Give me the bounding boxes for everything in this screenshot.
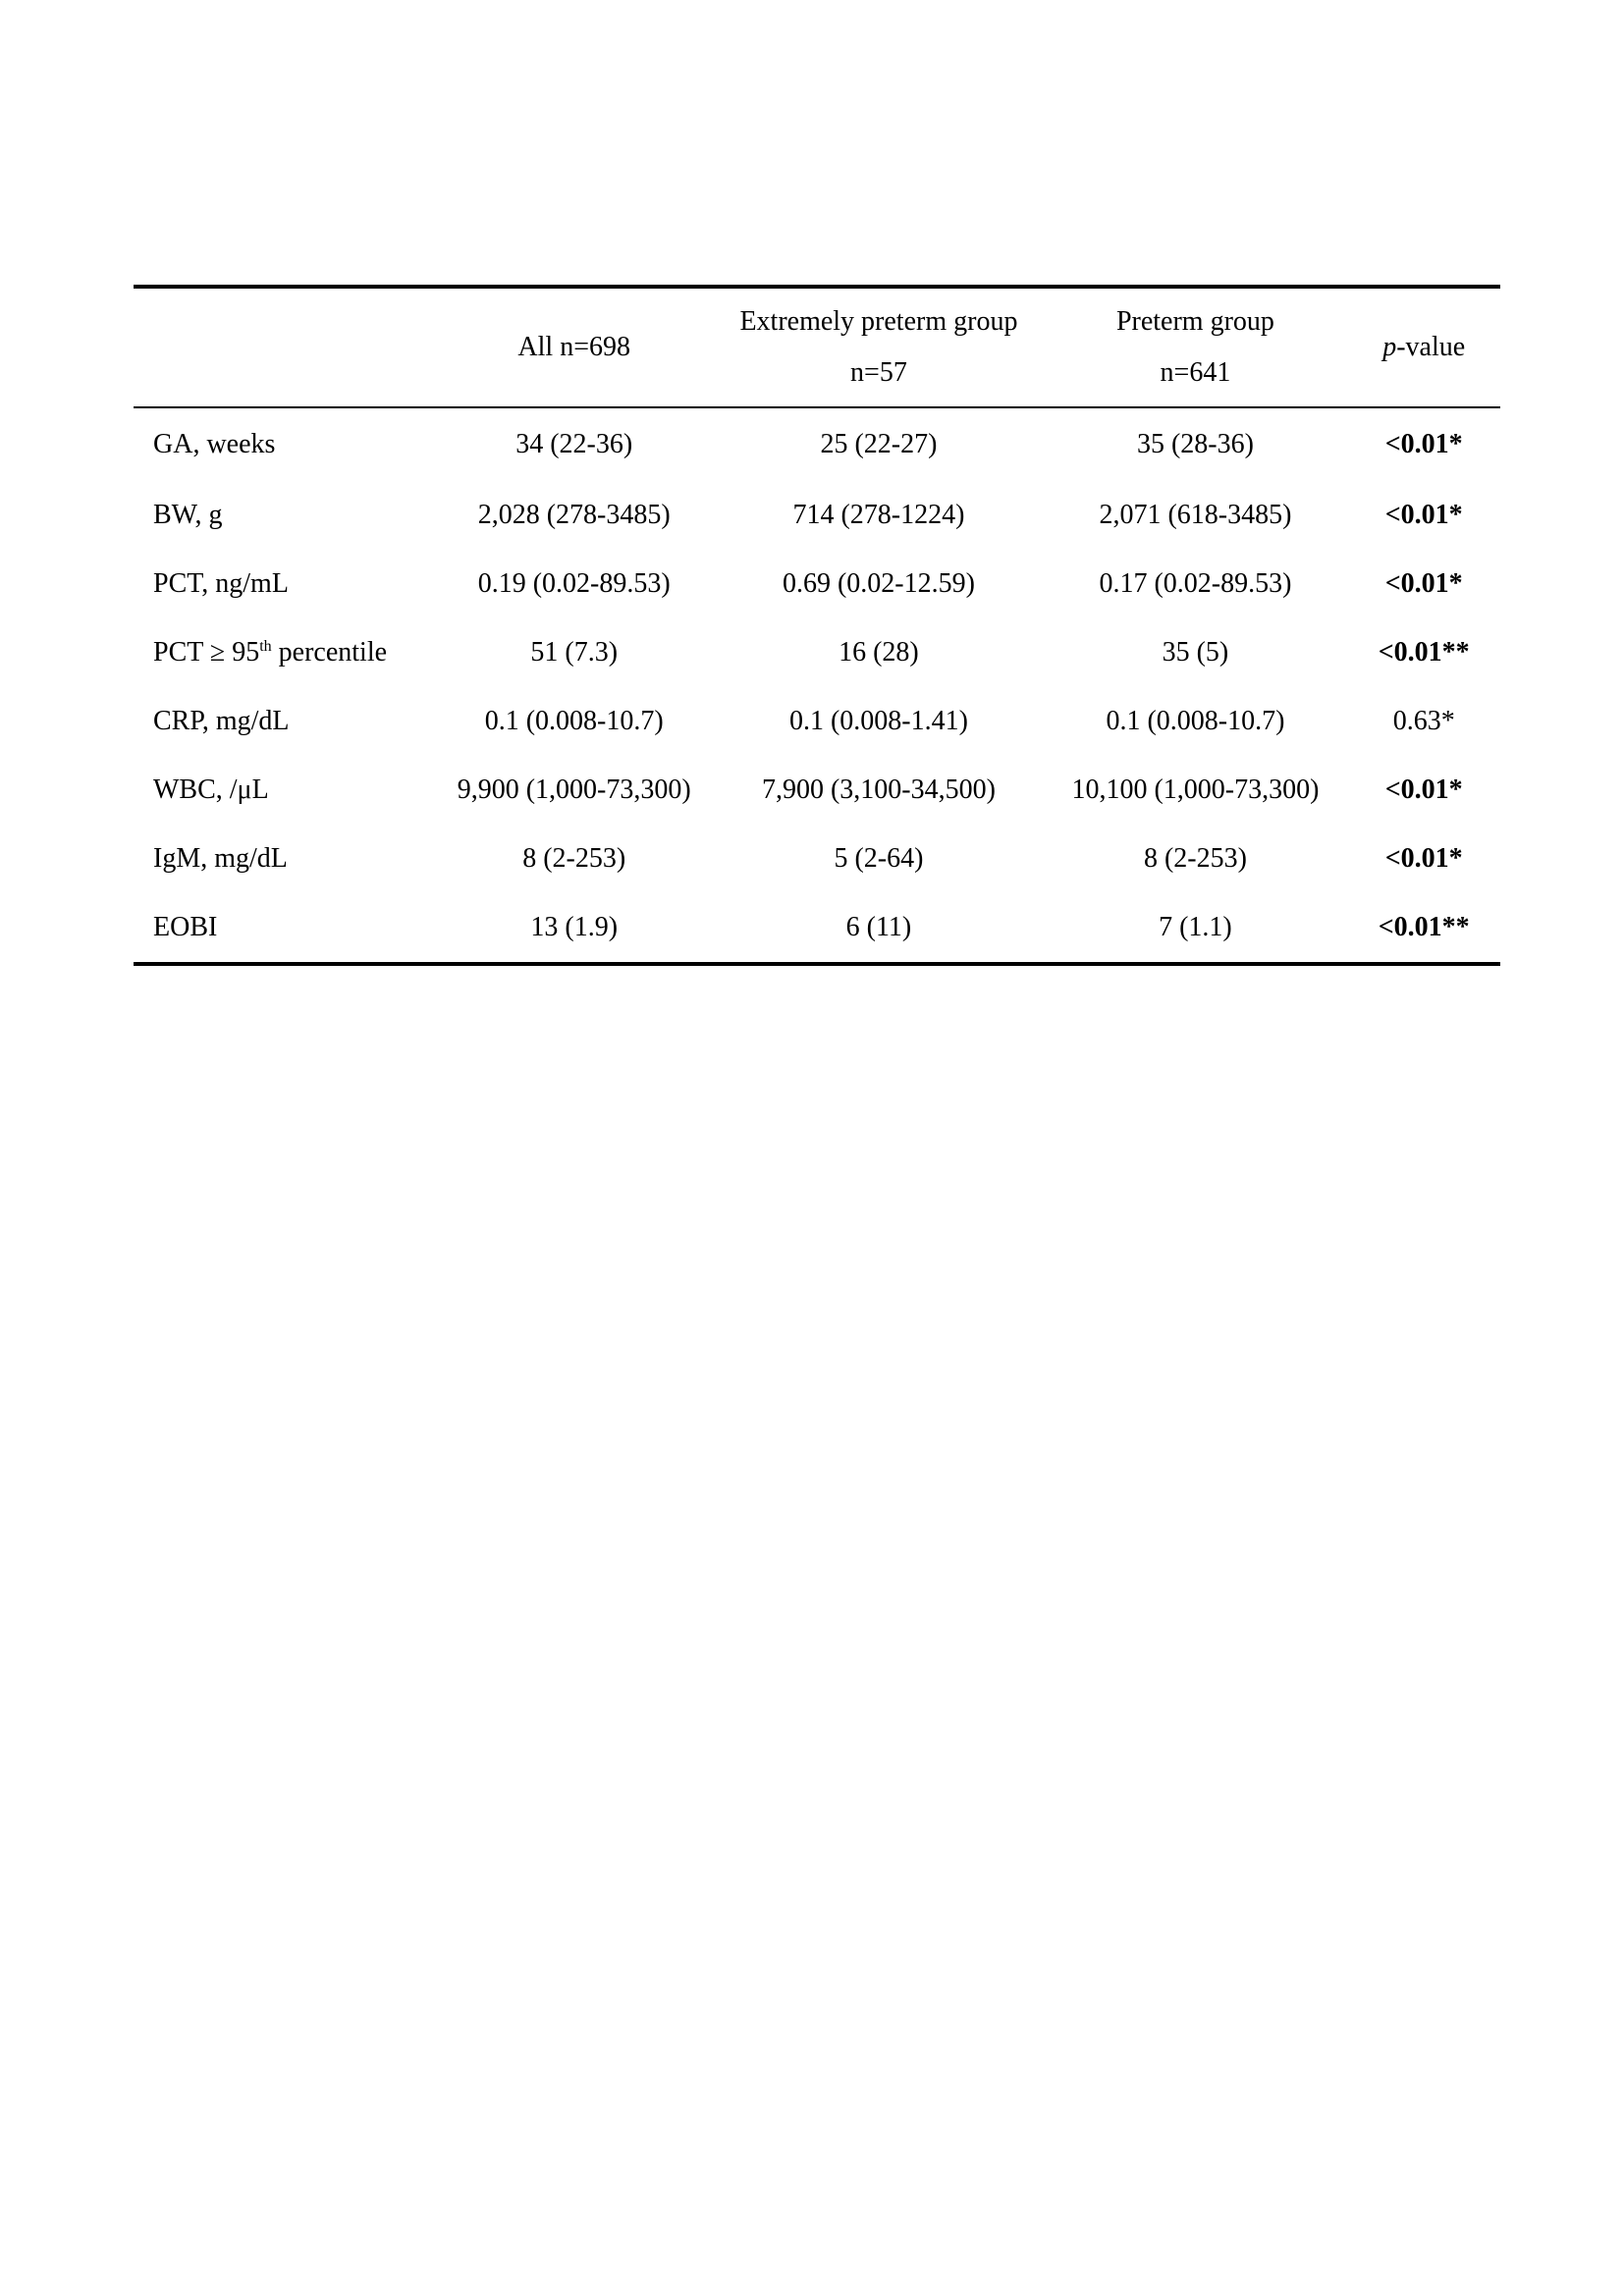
table-row — [134, 550, 1500, 618]
row-label: PCT, ng/mL — [153, 568, 289, 600]
row-label-sup: th — [259, 638, 272, 656]
header-extremely-preterm — [714, 287, 1043, 407]
header-preterm-n: n=641 — [1160, 357, 1231, 388]
cell-extremely: 7,900 (3,100-34,500) — [761, 774, 996, 806]
row-label-post: percentile — [271, 637, 388, 668]
table-row — [134, 687, 1500, 756]
cell-preterm: 0.1 (0.008-10.7) — [1106, 706, 1285, 737]
cell-extremely: 25 (22-27) — [820, 429, 938, 460]
cell-extremely: 6 (11) — [714, 893, 1043, 964]
row-label: CRP, mg/dL — [153, 706, 290, 737]
table-header-row — [134, 287, 1500, 407]
cell-extremely: 16 (28) — [839, 637, 919, 668]
cell-all: 34 (22-36) — [515, 429, 633, 460]
cell-preterm: 7 (1.1) — [1043, 893, 1347, 964]
cell-preterm: 10,100 (1,000-73,300) — [1071, 774, 1320, 806]
cell-all: 9,900 (1,000-73,300) — [457, 774, 691, 806]
row-label: BW, g — [153, 500, 223, 531]
table-row — [134, 618, 1500, 687]
header-extremely-n: n=57 — [850, 357, 907, 388]
cell-pvalue: 0.63* — [1392, 706, 1455, 737]
cell-all: 51 (7.3) — [530, 637, 619, 668]
table-row — [134, 756, 1500, 825]
row-label — [134, 618, 434, 687]
row-label-pre: PCT ≥ 95 — [153, 637, 260, 668]
table-row — [134, 407, 1500, 481]
cell-all: 0.19 (0.02-89.53) — [477, 568, 671, 600]
header-pvalue-rest: -value — [1396, 332, 1466, 363]
cell-preterm: 2,071 (618-3485) — [1099, 500, 1292, 531]
header-extremely-title: Extremely preterm group — [739, 306, 1018, 338]
cell-all: 0.1 (0.008-10.7) — [484, 706, 664, 737]
cell-extremely: 0.69 (0.02-12.59) — [782, 568, 975, 600]
cell-preterm: 35 (5) — [1162, 637, 1229, 668]
header-pvalue-italic: p — [1382, 332, 1397, 363]
results-table-container — [134, 285, 1500, 966]
cell-preterm: 35 (28-36) — [1136, 429, 1254, 460]
cell-pvalue: <0.01** — [1378, 637, 1470, 668]
header-all: All n=698 — [434, 287, 714, 407]
cell-extremely: 714 (278-1224) — [792, 500, 965, 531]
cell-extremely: 0.1 (0.008-1.41) — [788, 706, 968, 737]
cell-preterm: 8 (2-253) — [1143, 843, 1247, 875]
header-preterm — [1043, 287, 1347, 407]
row-label: WBC, /μL — [153, 774, 269, 806]
cell-pvalue: <0.01* — [1384, 843, 1463, 875]
header-preterm-title: Preterm group — [1115, 306, 1274, 338]
header-label-cell — [134, 287, 434, 407]
row-label: EOBI — [134, 893, 434, 964]
cell-extremely: 5 (2-64) — [834, 843, 924, 875]
cell-pvalue: <0.01* — [1384, 500, 1463, 531]
row-label: GA, weeks — [153, 429, 276, 460]
cell-all: 13 (1.9) — [434, 893, 714, 964]
table-row — [134, 481, 1500, 550]
header-pvalue — [1347, 287, 1500, 407]
cell-pvalue: <0.01* — [1384, 774, 1463, 806]
cell-pvalue: <0.01* — [1384, 568, 1463, 600]
cell-pvalue: <0.01* — [1384, 429, 1463, 460]
table-row — [134, 893, 1500, 964]
results-table — [134, 285, 1500, 966]
row-label: IgM, mg/dL — [153, 843, 288, 875]
cell-preterm: 0.17 (0.02-89.53) — [1099, 568, 1292, 600]
cell-all: 8 (2-253) — [522, 843, 626, 875]
cell-pvalue: <0.01** — [1347, 893, 1500, 964]
cell-all: 2,028 (278-3485) — [477, 500, 671, 531]
table-row — [134, 825, 1500, 893]
